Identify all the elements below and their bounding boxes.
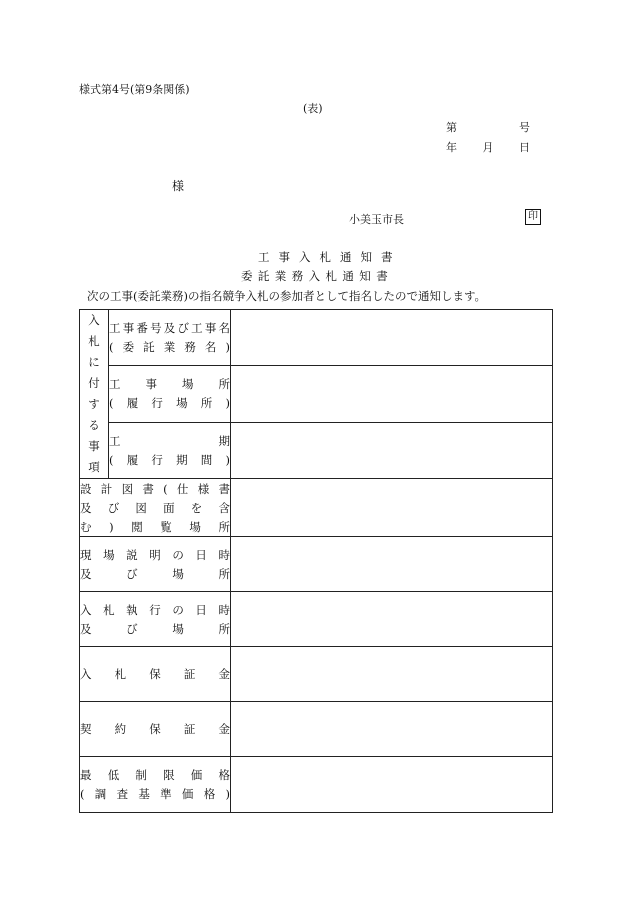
row-value — [231, 366, 553, 422]
row-label-line: 入 札 保 証 金 — [80, 667, 230, 681]
addressee-suffix: 様 — [172, 179, 185, 193]
row-value — [231, 647, 553, 702]
row-label-line: ( 履 行 期 間 ) — [109, 452, 230, 467]
table-row — [80, 479, 553, 537]
table-row — [80, 702, 553, 757]
date-year: 年 — [446, 141, 457, 154]
row-label — [80, 592, 231, 647]
front-side-label: (表) — [303, 102, 323, 115]
title-construction: 工事入札通知書 — [258, 250, 402, 264]
seal-mark: 印 — [525, 209, 541, 225]
form-number-label: 様式第4号(第9条関係) — [79, 83, 190, 96]
row-label-line: 設 計 図 書 ( 仕 様 書 — [80, 481, 230, 496]
row-value — [231, 310, 553, 366]
row-label-line: 工 事 場 所 — [109, 377, 230, 392]
row-label-line: む ) 閲 覧 場 所 — [80, 519, 230, 534]
table-row — [80, 757, 553, 813]
table-row — [80, 422, 553, 478]
document-number-line — [446, 119, 530, 135]
row-value — [231, 422, 553, 478]
table-row — [80, 366, 553, 422]
date-month: 月 — [482, 141, 494, 154]
row-value — [231, 479, 553, 537]
row-label-line: 最 低 制 限 価 格 — [80, 768, 230, 782]
row-value — [231, 537, 553, 592]
row-label — [80, 702, 231, 757]
table-row — [80, 592, 553, 647]
date-line — [446, 139, 530, 155]
row-label-line: 及 び 場 所 — [80, 621, 230, 636]
row-label — [109, 366, 231, 422]
row-label-line: ( 調 査 基 準 価 格 ) — [80, 787, 230, 801]
notice-table-body — [80, 310, 553, 813]
row-label — [80, 647, 231, 702]
notice-table — [79, 309, 553, 813]
row-label-line: 工 期 — [109, 433, 230, 448]
number-suffix: 号 — [519, 121, 530, 134]
row-label-line: 現 場 説 明 の 日 時 — [80, 547, 230, 562]
row-label-line: ( 履 行 場 所 ) — [109, 396, 230, 411]
row-label — [80, 757, 231, 813]
row-value — [231, 702, 553, 757]
table-row — [80, 310, 553, 366]
row-label-line: 及 び 場 所 — [80, 566, 230, 581]
row-label-line: 入 札 執 行 の 日 時 — [80, 602, 230, 617]
row-label-line: ( 委 託 業 務 名 ) — [109, 340, 230, 355]
group-label-cell — [80, 310, 109, 479]
date-day: 日 — [519, 141, 530, 154]
row-label — [109, 310, 231, 366]
row-label-line: 契 約 保 証 金 — [80, 722, 230, 736]
row-value — [231, 757, 553, 813]
intro-text: 次の工事(委託業務)の指名競争入札の参加者として指名したので通知します。 — [87, 289, 487, 303]
number-prefix: 第 — [446, 121, 457, 134]
group-label: 入札に付する事項 — [88, 313, 100, 474]
issuer-name: 小美玉市長 — [349, 213, 404, 226]
row-label — [80, 479, 231, 537]
table-row — [80, 537, 553, 592]
row-label-line: 工 事 番 号 及 び 工 事 名 — [109, 321, 230, 336]
table-row — [80, 647, 553, 702]
row-label — [109, 422, 231, 478]
row-value — [231, 592, 553, 647]
row-label — [80, 537, 231, 592]
row-label-line: 及 び 図 面 を 含 — [80, 500, 230, 515]
title-commission: 委託業務入札通知書 — [241, 269, 394, 283]
